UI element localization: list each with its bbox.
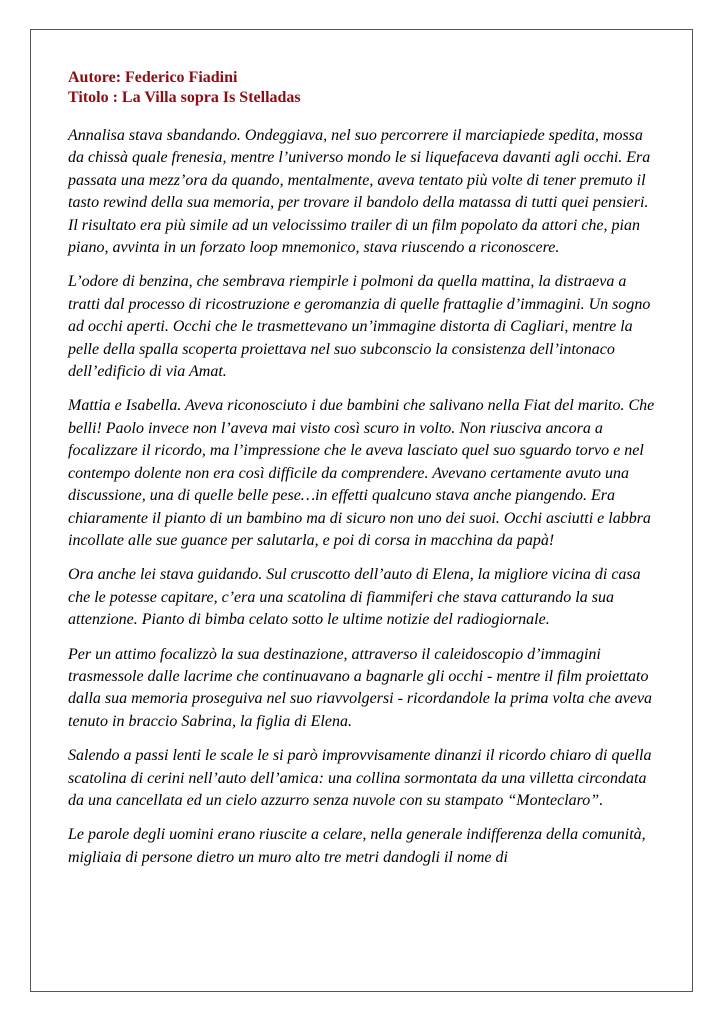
title-line: Titolo : La Villa sopra Is Stelladas <box>68 89 301 106</box>
paragraph: Ora anche lei stava guidando. Sul cruscotto dell’auto di Elena, la migliore vicina di casa che le potesse capitare, c’era una scatolina di fiammiferi che stava catturando la sua attenzione. Pianto di bimba celato sotto le ultime notizie del radiogiornale. <box>68 566 641 629</box>
paragraph: Mattia e Isabella. Aveva riconosciuto i due bambini che salivano nella Fiat del marito. Che belli! Paolo invece non l’aveva mai visto così scuro in volto. Non riusciva ancora a focalizzare il ricordo, ma l’impressione che le aveva lasciato quel suo sguardo torvo e nel contempo dolente non era così difficile da comprendere. Avevano certamente avuto una discussione, una di quelle belle pese…in effetti qualcuno stava anche piangendo. Era chiaramente il pianto di un bambino ma di sicuro non uno dei suoi. Occhi asciutti e labbra incollate alle sue guance per salutarla, e poi di corsa in macchina da papà! <box>68 397 655 549</box>
paragraph: L’odore di benzina, che sembrava riempirle i polmoni da quella mattina, la distraeva a tratti dal processo di ricostruzione e geromanzia di quelle frattaglie d’immagini. Un sogno ad occhi aperti. Occhi che le trasmettevano un’immagine distorta di Cagliari, mentre la pelle della spalla scoperta proiettava nel suo subconscio la consistenza dell’intonaco dell’edificio di via Amat. <box>68 273 651 381</box>
author-line: Autore: Federico Fiadini <box>68 69 238 86</box>
paragraph: Le parole degli uomini erano riuscite a celare, nella generale indifferenza della comunità, migliaia di persone dietro un muro alto tre metri dandogli il nome di <box>68 826 646 866</box>
paragraph: Per un attimo focalizzò la sua destinazione, attraverso il caleidoscopio d’immagini trasmessole dalle lacrime che continuavano a bagnarle gli occhi - mentre il film proiettato dalla sua memoria proseguiva nel suo riavvolgersi - ricordandole la prima volta che aveva tenuto in braccio Sabrina, la figlia di Elena. <box>68 645 653 730</box>
document-content <box>68 68 660 869</box>
paragraph: Annalisa stava sbandando. Ondeggiava, nel suo percorrere il marciapiede spedita, mossa da chissà quale frenesia, mentre l’universo mondo le si liquefaceva davanti agli occhi. Era passata una mezz’ora da quando, mentalmente, aveva tentato più volte di tener premuto il tasto rewind della sua memoria, per trovare il bandolo della matassa di tutti quei pensieri. Il risultato era più simile ad un velocissimo trailer di un film popolato da attori che, pian piano, avvinta in un forzato loop mnemonico, stava riuscendo a riconoscere. <box>68 127 651 257</box>
paragraph: Salendo a passi lenti le scale le si parò improvvisamente dinanzi il ricordo chiaro di quella scatolina di cerini nell’auto dell’amica: una collina sormontata da una villetta circondata da una cancellata ed un cielo azzurro senza nuvole con su stampato “Monteclaro”. <box>68 747 652 809</box>
